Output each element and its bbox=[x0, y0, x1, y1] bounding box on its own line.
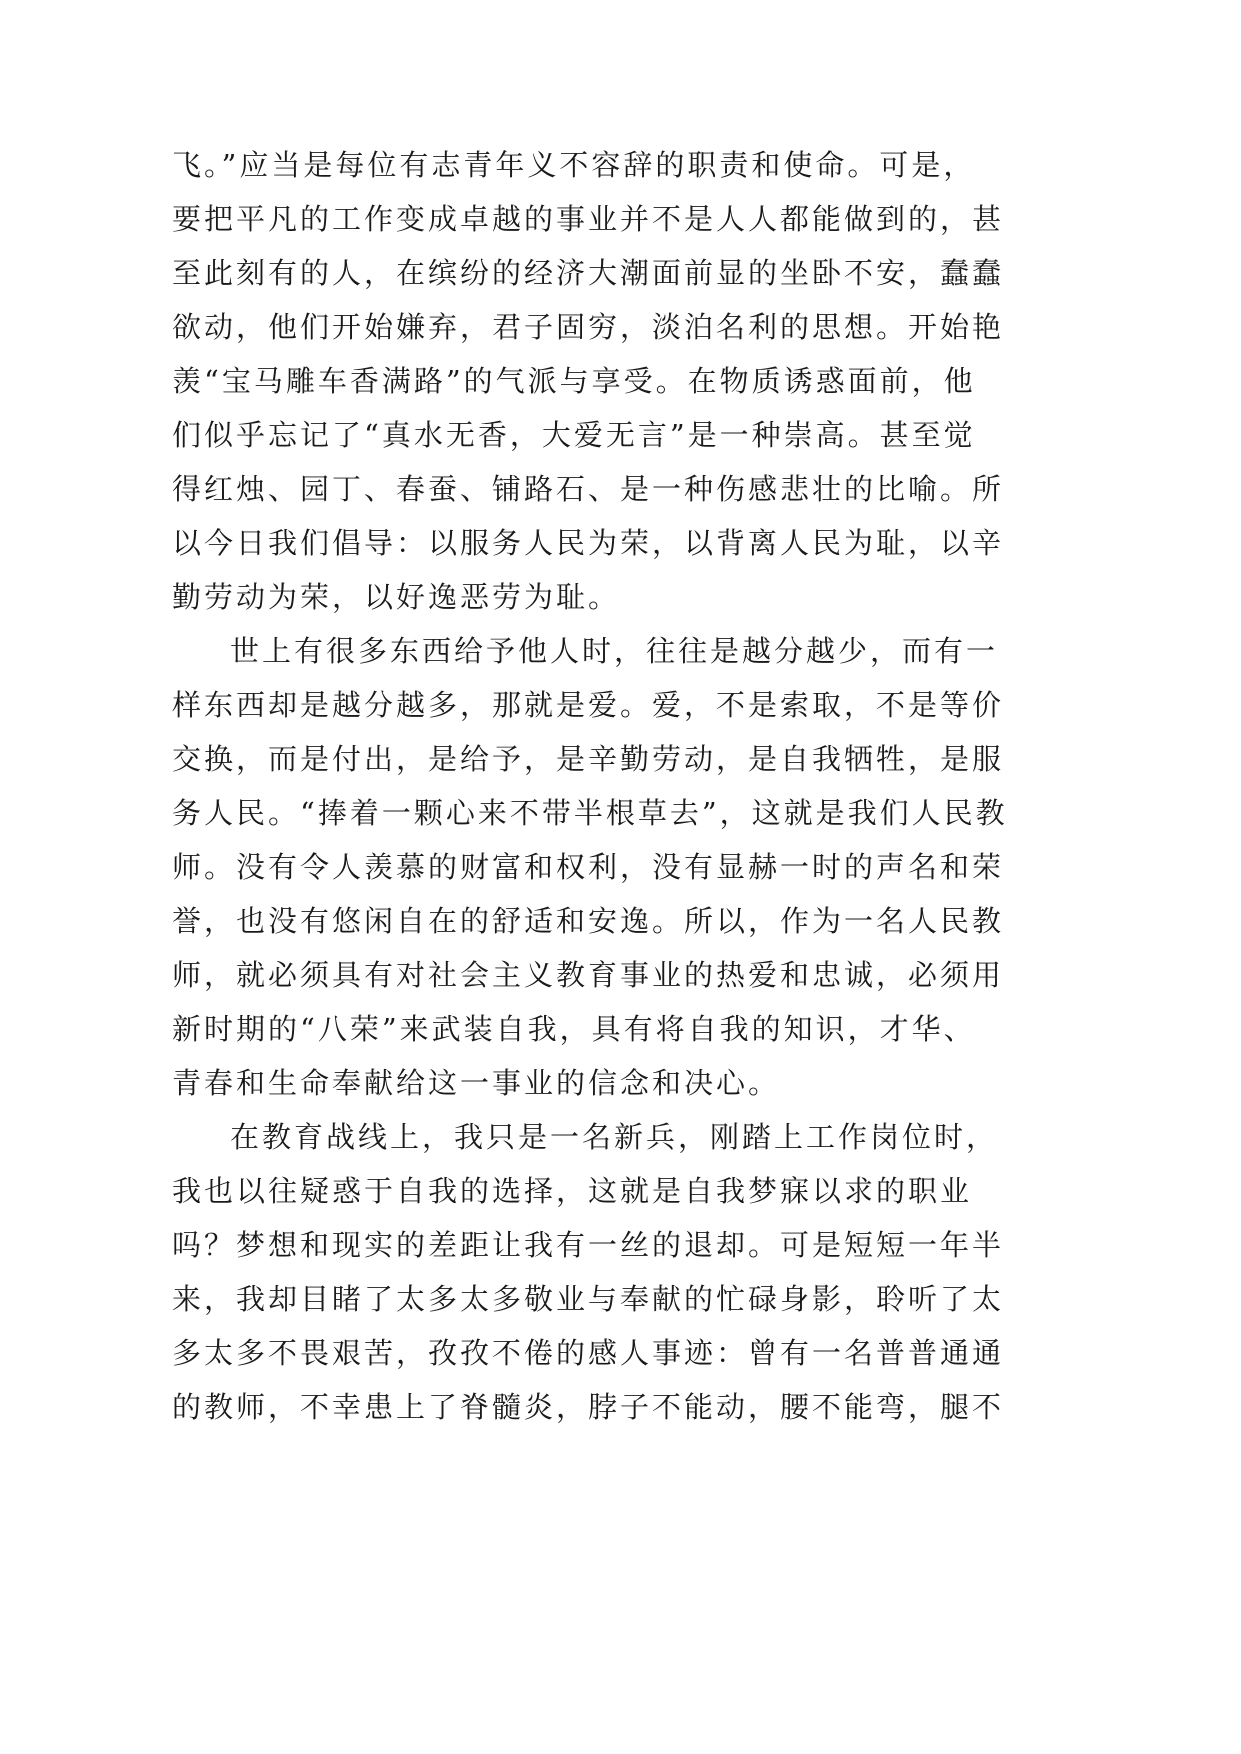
paragraph-line: 务人民。“捧着一颗心来不带半根草去”，这就是我们人民教 bbox=[172, 796, 1008, 830]
paragraph-line: 要把平凡的工作变成卓越的事业并不是人人都能做到的，甚 bbox=[172, 202, 1005, 236]
paragraph-line: 飞。”应当是每位有志青年义不容辞的职责和使命。可是， bbox=[172, 148, 976, 182]
paragraph-line: 师。没有令人羡慕的财富和权利，没有显赫一时的声名和荣 bbox=[172, 850, 1005, 884]
paragraph-line: 交换，而是付出，是给予，是辛勤劳动，是自我牺牲，是服 bbox=[172, 742, 1005, 776]
paragraph-line: 青春和生命奉献给这一事业的信念和决心。 bbox=[172, 1066, 781, 1100]
paragraph-line: 得红烛、园丁、春蚕、铺路石、是一种伤感悲壮的比喻。所 bbox=[172, 472, 1005, 506]
paragraph-line: 样东西却是越分越多，那就是爱。爱，不是索取，不是等价 bbox=[172, 688, 1005, 722]
document-body bbox=[172, 138, 1008, 1434]
paragraph-line: 们似乎忘记了“真水无香，大爱无言”是一种崇高。甚至觉 bbox=[172, 418, 976, 452]
paragraph-first-line: 在教育战线上，我只是一名新兵，刚踏上工作岗位时， bbox=[230, 1120, 999, 1154]
paragraph-line: 羡“宝马雕车香满路”的气派与享受。在物质诱惑面前，他 bbox=[172, 364, 976, 398]
paragraph-line: 欲动，他们开始嫌弃，君子固穷，淡泊名利的思想。开始艳 bbox=[172, 310, 1005, 344]
paragraph-2 bbox=[172, 624, 1008, 1110]
paragraph-line: 的教师，不幸患上了脊髓炎，脖子不能动，腰不能弯，腿不 bbox=[172, 1390, 1005, 1424]
paragraph-first-line: 世上有很多东西给予他人时，往往是越分越少，而有一 bbox=[230, 634, 999, 668]
paragraph-line: 新时期的“八荣”来武装自我，具有将自我的知识，才华、 bbox=[172, 1012, 976, 1046]
paragraph-line: 以今日我们倡导：以服务人民为荣，以背离人民为耻，以辛 bbox=[172, 526, 1005, 560]
paragraph-line: 吗？梦想和现实的差距让我有一丝的退却。可是短短一年半 bbox=[172, 1228, 1005, 1262]
paragraph-line: 勤劳动为荣，以好逸恶劳为耻。 bbox=[172, 580, 621, 614]
paragraph-line: 多太多不畏艰苦，孜孜不倦的感人事迹：曾有一名普普通通 bbox=[172, 1336, 1005, 1370]
paragraph-line: 来，我却目睹了太多太多敬业与奉献的忙碌身影，聆听了太 bbox=[172, 1282, 1005, 1316]
paragraph-line: 至此刻有的人，在缤纷的经济大潮面前显的坐卧不安，蠢蠢 bbox=[172, 256, 1005, 290]
paragraph-3 bbox=[172, 1110, 1005, 1434]
paragraph-line: 我也以往疑惑于自我的选择，这就是自我梦寐以求的职业 bbox=[172, 1174, 973, 1208]
paragraph-1 bbox=[172, 138, 1005, 624]
paragraph-line: 誉，也没有悠闲自在的舒适和安逸。所以，作为一名人民教 bbox=[172, 904, 1005, 938]
paragraph-line: 师，就必须具有对社会主义教育事业的热爱和忠诚，必须用 bbox=[172, 958, 1005, 992]
